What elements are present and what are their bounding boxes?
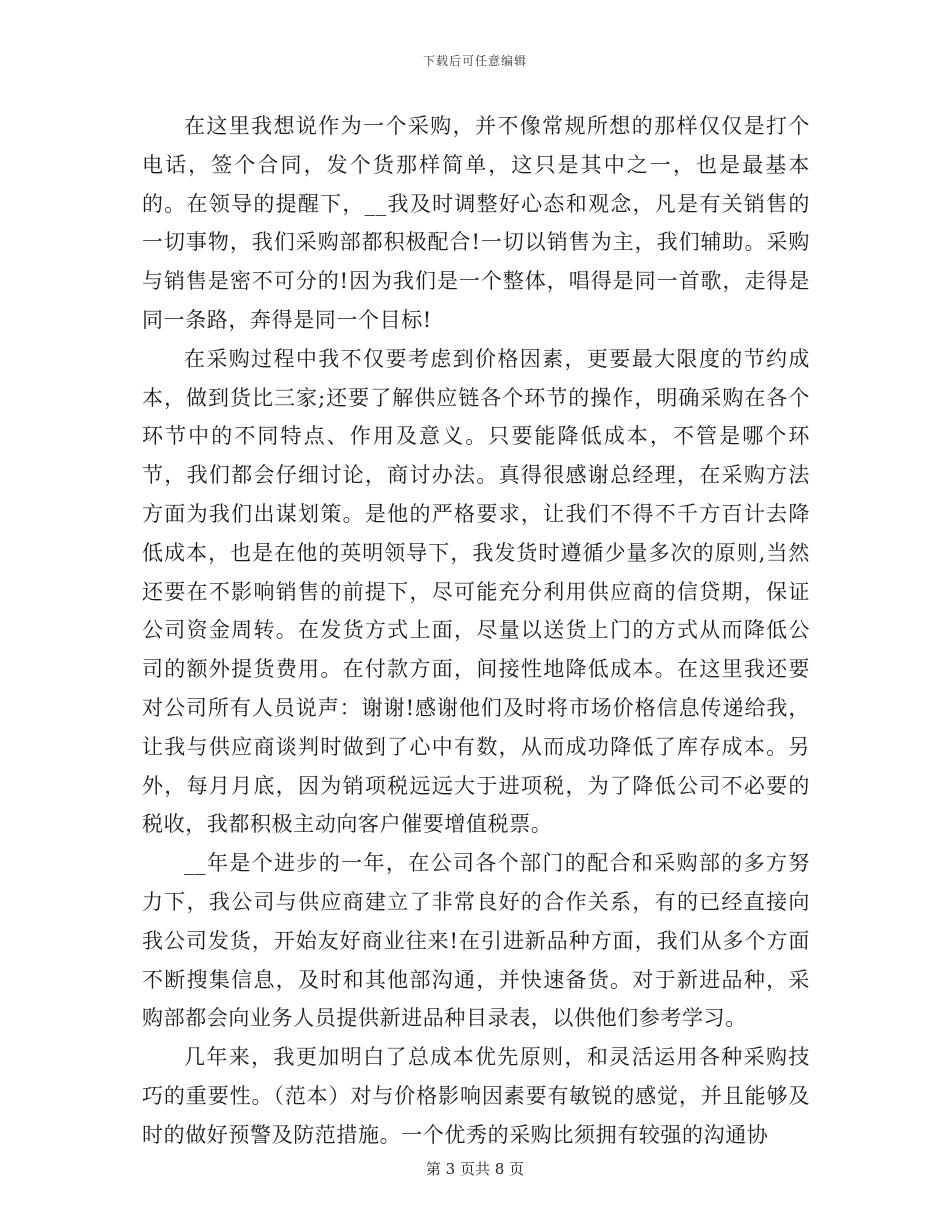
document-body <box>142 107 810 1155</box>
page-footer: 第 3 页共 8 页 <box>425 1160 525 1178</box>
paragraph-3: __年是个进步的一年，在公司各个部门的配合和采购部的多方努力下，我公司与供应商建立了非常良好的合作关系，有的已经直接向我公司发货，开始友好商业往来!在引进新品种方面，我们从多个方面不断搜集信息，及时和其他部沟通，并快速备货。对于新进品种，采购部都会向业务人员提供新进品种目录表，以供他们参考学习。 <box>142 851 810 1031</box>
page-header: 下载后可任意编辑 <box>422 54 527 68</box>
paragraph-2: 在采购过程中我不仅要考虑到价格因素，更要最大限度的节约成本，做到货比三家;还要了解供应链各个环节的操作，明确采购在各个环节中的不同特点、作用及意义。只要能降低成本，不管是哪个环节，我们都会仔细讨论，商讨办法。真得很感谢总经理，在采购方法方面为我们出谋划策。是他的严格要求，让我们不得不千方百计去降低成本，也是在他的英明领导下，我发货时遵循少量多次的原则,当然还要在不影响销售的前提下，尽可能充分利用供应商的信贷期，保证公司资金周转。在发货方式上面，尽量以送货上门的方式从而降低公司的额外提货费用。在付款方面，间接性地降低成本。在这里我还要对公司所有人员说声：谢谢!感谢他们及时将市场价格信息传递给我，让我与供应商谈判时做到了心中有数，从而成功降低了库存成本。另外，每月月底，因为销项税远远大于进项税，为了降低公司不必要的税收，我都积极主动向客户催要增值税票。 <box>142 346 810 837</box>
paragraph-4: 几年来，我更加明白了总成本优先原则，和灵活运用各种采购技巧的重要性。（范本）对与价格影响因素要有敏锐的感觉，并且能够及时的做好预警及防范措施。一个优秀的采购比须拥有较强的沟通协 <box>142 1045 810 1147</box>
paragraph-1: 在这里我想说作为一个采购，并不像常规所想的那样仅仅是打个电话，签个合同，发个货那样简单，这只是其中之一，也是最基本的。在领导的提醒下，__我及时调整好心态和观念，凡是有关销售的一切事物，我们采购部都积极配合!一切以销售为主，我们辅助。采购与销售是密不可分的!因为我们是一个整体，唱得是同一首歌，走得是同一条路，奔得是同一个目标! <box>142 114 810 332</box>
